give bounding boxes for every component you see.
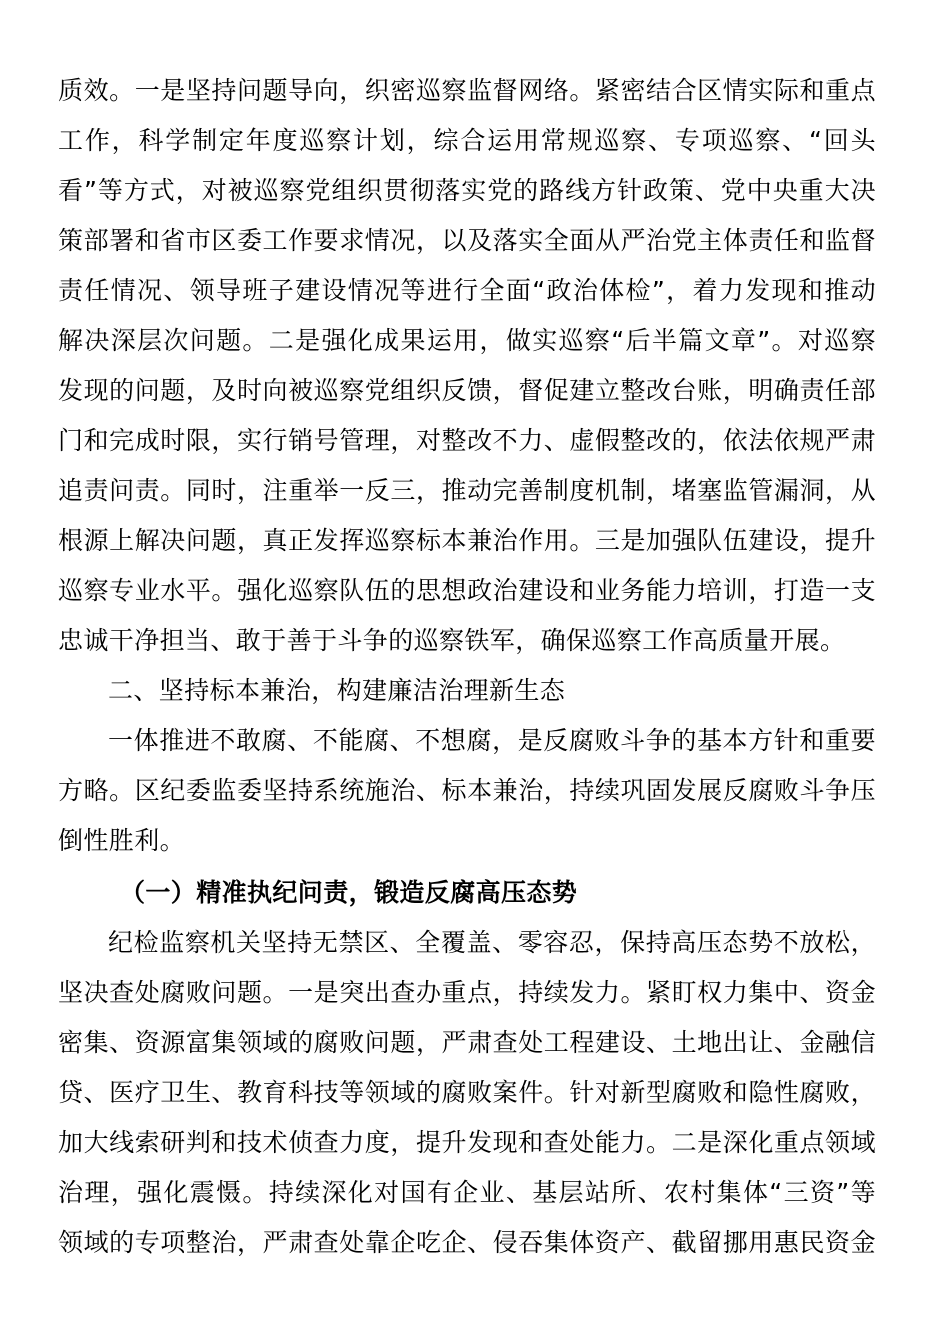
text-line: 倒性胜利。	[58, 826, 186, 855]
text-line: 责任情况、领导班子建设情况等进行全面“政治体检”，着力发现和推动	[58, 276, 876, 305]
text-line: 质效。一是坚持问题导向，织密巡察监督网络。紧密结合区情实际和重点	[58, 76, 876, 105]
text-line: 解决深层次问题。二是强化成果运用，做实巡察“后半篇文章”。对巡察	[58, 326, 876, 355]
text-line: 方略。区纪委监委坚持系统施治、标本兼治，持续巩固发展反腐败斗争压	[58, 776, 876, 805]
paragraph-intro	[58, 716, 876, 866]
text-line: 纪检监察机关坚持无禁区、全覆盖、零容忍，保持高压态势不放松，	[108, 928, 876, 957]
text-line: 发现的问题，及时向被巡察党组织反馈，督促建立整改台账，明确责任部	[58, 376, 876, 405]
paragraph-discipline	[58, 918, 876, 1268]
subsection-heading	[58, 868, 876, 918]
text-line: 工作，科学制定年度巡察计划，综合运用常规巡察、专项巡察、“回头	[58, 126, 876, 155]
subheading-text: （一）精准执纪问责，锻造反腐高压态势	[120, 878, 578, 907]
paragraph-inspection	[58, 66, 876, 666]
text-line: 坚决查处腐败问题。一是突出查办重点，持续发力。紧盯权力集中、资金	[58, 978, 876, 1007]
text-line: 巡察专业水平。强化巡察队伍的思想政治建设和业务能力培训，打造一支	[58, 576, 876, 605]
text-line: 根源上解决问题，真正发挥巡察标本兼治作用。三是加强队伍建设，提升	[58, 526, 876, 555]
text-line: 加大线索研判和技术侦查力度，提升发现和查处能力。二是深化重点领域	[58, 1128, 876, 1157]
document-page	[58, 66, 876, 1268]
section-heading	[58, 666, 876, 716]
text-line: 看”等方式，对被巡察党组织贯彻落实党的路线方针政策、党中央重大决	[58, 176, 876, 205]
text-line: 密集、资源富集领域的腐败问题，严肃查处工程建设、土地出让、金融信	[58, 1028, 876, 1057]
text-line: 忠诚干净担当、敢于善于斗争的巡察铁军，确保巡察工作高质量开展。	[58, 626, 846, 655]
text-line: 门和完成时限，实行销号管理，对整改不力、虚假整改的，依法依规严肃	[58, 426, 876, 455]
heading-text: 二、坚持标本兼治，构建廉洁治理新生态	[108, 676, 566, 705]
text-line: 追责问责。同时，注重举一反三，推动完善制度机制，堵塞监管漏洞，从	[58, 476, 876, 505]
text-line: 领域的专项整治，严肃查处靠企吃企、侵吞集体资产、截留挪用惠民资金	[58, 1228, 876, 1257]
text-line: 治理，强化震慑。持续深化对国有企业、基层站所、农村集体“三资”等	[58, 1178, 876, 1207]
text-line: 贷、医疗卫生、教育科技等领域的腐败案件。针对新型腐败和隐性腐败，	[58, 1078, 876, 1107]
text-line: 一体推进不敢腐、不能腐、不想腐，是反腐败斗争的基本方针和重要	[108, 726, 876, 755]
text-line: 策部署和省市区委工作要求情况，以及落实全面从严治党主体责任和监督	[58, 226, 876, 255]
